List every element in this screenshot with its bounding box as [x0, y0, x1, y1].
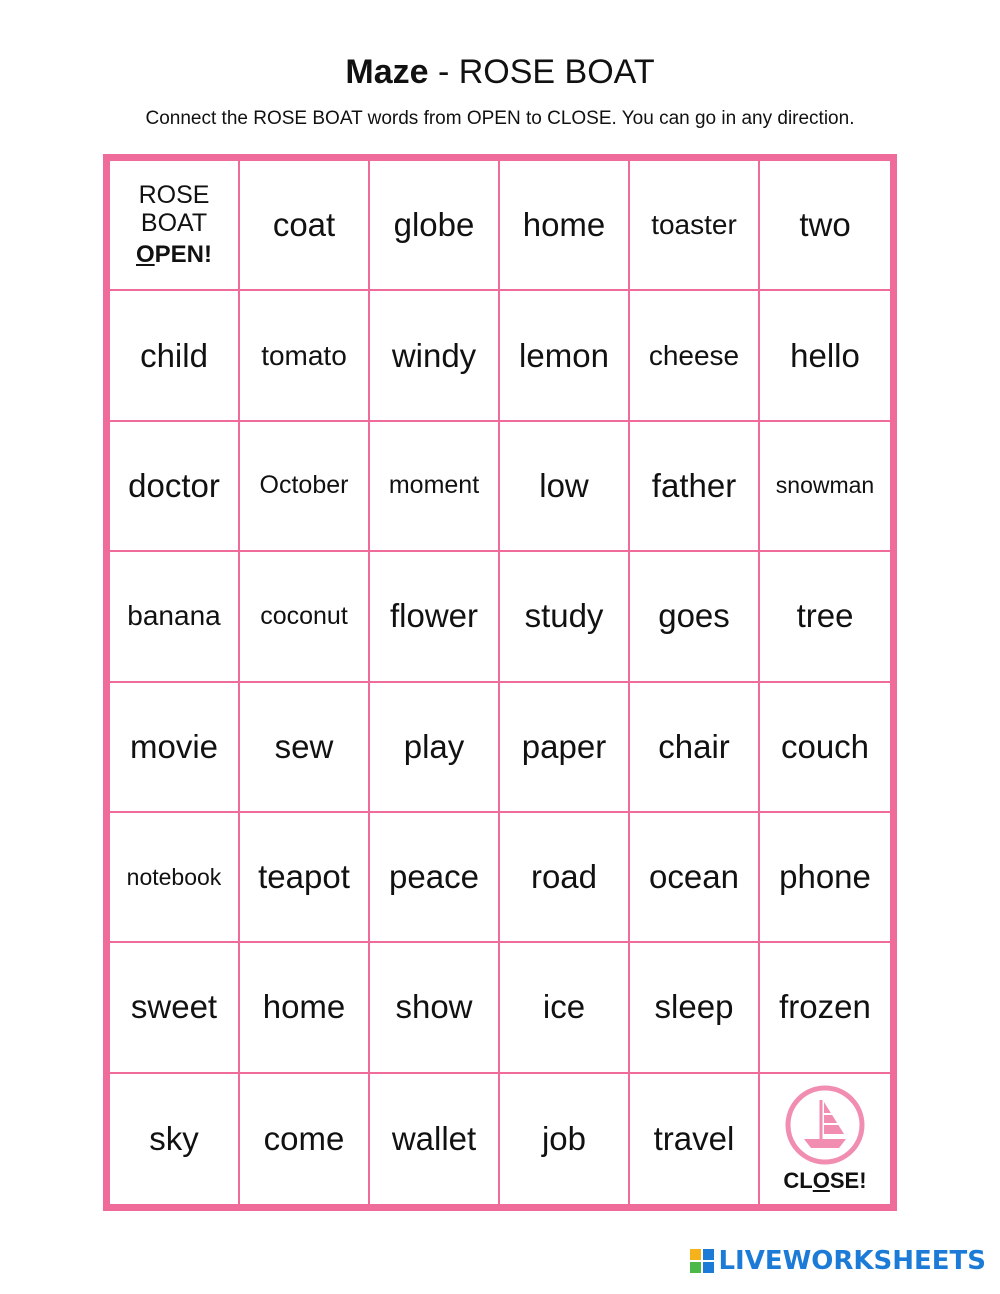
maze-cell[interactable]: toaster — [630, 161, 760, 291]
maze-cell[interactable]: teapot — [240, 813, 370, 943]
open-label: OPEN! — [135, 241, 212, 269]
maze-cell[interactable]: travel — [630, 1074, 760, 1204]
maze-cell[interactable]: tomato — [240, 291, 370, 421]
maze-cell[interactable]: wallet — [370, 1074, 500, 1204]
instructions: Connect the ROSE BOAT words from OPEN to CLOSE. You can go in any direction. — [145, 108, 855, 129]
maze-cell[interactable]: sew — [240, 683, 370, 813]
maze-cell[interactable]: sweet — [110, 943, 240, 1073]
maze-cell[interactable]: notebook — [110, 813, 240, 943]
maze-cell[interactable]: lemon — [500, 291, 630, 421]
start-line2: BOAT — [140, 209, 208, 238]
brand-name: LIVEWORKSHEETS — [718, 1246, 986, 1276]
maze-cell[interactable]: banana — [110, 552, 240, 682]
maze-cell[interactable]: flower — [370, 552, 500, 682]
maze-cell[interactable]: come — [240, 1074, 370, 1204]
close-label: CLOSE! — [783, 1167, 867, 1193]
title-bold: Maze — [345, 53, 429, 91]
maze-cell[interactable]: couch — [760, 683, 890, 813]
maze-cell[interactable]: study — [500, 552, 630, 682]
maze-cell[interactable]: movie — [110, 683, 240, 813]
maze-cell[interactable]: phone — [760, 813, 890, 943]
maze-cell[interactable]: child — [110, 291, 240, 421]
maze-cell[interactable]: play — [370, 683, 500, 813]
maze-cell[interactable]: sleep — [630, 943, 760, 1073]
maze-grid — [110, 161, 890, 1204]
maze-cell[interactable]: sky — [110, 1074, 240, 1204]
maze-cell[interactable]: goes — [630, 552, 760, 682]
maze-end-cell[interactable] — [760, 1074, 890, 1204]
maze-cell[interactable]: father — [630, 422, 760, 552]
page-title — [0, 50, 1000, 94]
maze-cell[interactable]: peace — [370, 813, 500, 943]
maze-cell[interactable]: tree — [760, 552, 890, 682]
maze-cell[interactable]: chair — [630, 683, 760, 813]
maze-cell[interactable]: ice — [500, 943, 630, 1073]
maze-cell[interactable]: job — [500, 1074, 630, 1204]
maze-cell[interactable]: low — [500, 422, 630, 552]
start-line1: ROSE — [138, 181, 210, 210]
maze-cell[interactable]: snowman — [760, 422, 890, 552]
maze-cell[interactable]: October — [240, 422, 370, 552]
maze-cell[interactable]: globe — [370, 161, 500, 291]
maze-cell[interactable]: coat — [240, 161, 370, 291]
maze-cell[interactable]: two — [760, 161, 890, 291]
maze-cell[interactable]: windy — [370, 291, 500, 421]
sailboat-icon — [784, 1084, 866, 1166]
maze-cell[interactable]: ocean — [630, 813, 760, 943]
maze-cell[interactable]: home — [500, 161, 630, 291]
maze-cell[interactable]: show — [370, 943, 500, 1073]
maze-cell[interactable]: road — [500, 813, 630, 943]
liveworksheets-icon — [690, 1249, 714, 1273]
liveworksheets-logo — [690, 1246, 986, 1276]
maze-cell[interactable]: moment — [370, 422, 500, 552]
maze-cell[interactable]: hello — [760, 291, 890, 421]
maze-start-cell[interactable] — [110, 161, 240, 291]
maze-cell[interactable]: paper — [500, 683, 630, 813]
maze-cell[interactable]: home — [240, 943, 370, 1073]
maze-frame — [103, 154, 897, 1211]
maze-cell[interactable]: frozen — [760, 943, 890, 1073]
maze-cell[interactable]: doctor — [110, 422, 240, 552]
maze-cell[interactable]: coconut — [240, 552, 370, 682]
maze-cell[interactable]: cheese — [630, 291, 760, 421]
title-rest: - ROSE BOAT — [428, 53, 655, 91]
